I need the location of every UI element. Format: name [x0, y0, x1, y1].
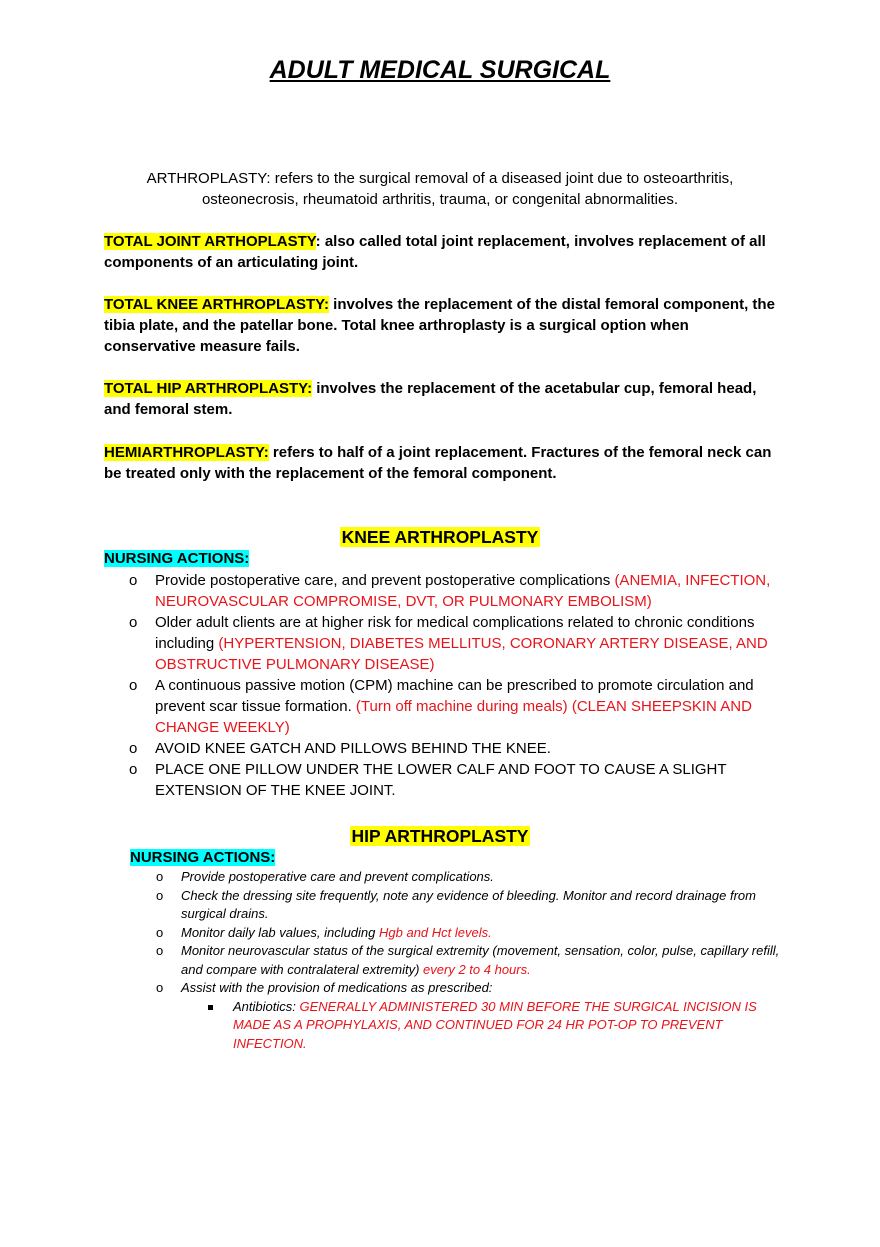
definition-term: TOTAL JOINT ARTHOPLASTY [104, 233, 316, 250]
hip-nursing-actions-label: NURSING ACTIONS: [130, 849, 276, 866]
bullet-square-icon [208, 1005, 213, 1010]
list-item: o Check the dressing site frequently, note any evidence of bleeding. Monitor and record drainage from surgical drains. [156, 887, 756, 921]
list-item: o Assist with the provision of medications as prescribed: Antibiotics: GENERALLY ADMINISTERED 30 MIN BEFORE THE SURGICAL INCISION IS MADE AS A PROPHYLAXIS, AND CONTINUED FOR 24 HR POT-OP TO PREVENT INFECTION. [154, 979, 794, 1053]
list-item: o Provide postoperative care and prevent complications. [154, 868, 794, 887]
bullet-circle-icon: o [129, 761, 138, 778]
list-item: o AVOID KNEE GATCH AND PILLOWS BEHIND THE KNEE. [129, 740, 551, 757]
definition-text: refers to half of a joint replacement. Fractures of the femoral neck can be treated only with the replacement of the femoral component. [104, 444, 772, 482]
list-item: o PLACE ONE PILLOW UNDER THE LOWER CALF AND FOOT TO CAUSE A SLIGHT EXTENSION OF THE KNEE JOINT. [129, 761, 727, 799]
definition-hemiarthroplasty [104, 442, 776, 484]
list-item: o Monitor daily lab values, including Hgb and Hct levels. [154, 924, 794, 943]
list-item: o A continuous passive motion (CPM) machine can be prescribed to promote circulation and prevent scar tissue formation. (Turn off machine during meals) (CLEAN SHEEPSKIN AND CHANGE WEEKLY) [129, 677, 754, 736]
bullet-circle-icon: o [156, 943, 164, 958]
bullet-circle-icon: o [156, 869, 164, 884]
document-title: ADULT MEDICAL SURGICAL [269, 56, 611, 84]
hip-nursing-actions-list [154, 868, 794, 1053]
definition-text: : also called total joint replacement, involves replacement of all components of an articulating joint. [104, 233, 766, 271]
knee-arthroplasty-heading: KNEE ARTHROPLASTY [341, 527, 539, 547]
medication-sublist [181, 998, 794, 1054]
definition-total-joint [104, 231, 776, 273]
definition-text: involves the replacement of the acetabular cup, femoral head, and femoral stem. [104, 380, 757, 418]
bullet-circle-icon: o [156, 980, 164, 995]
list-item: o Monitor neurovascular status of the surgical extremity (movement, sensation, color, pulse, capillary refill, and compare with contralateral extremity) every 2 to 4 hours. [156, 943, 780, 977]
knee-nursing-actions-list [104, 570, 784, 801]
definition-term: TOTAL KNEE ARTHROPLASTY: [104, 296, 329, 313]
definition-total-hip [104, 378, 776, 420]
definition-text: involves the replacement of the distal femoral component, the tibia plate, and the patellar bone. Total knee arthroplasty is a surgical option when conservative measure fails. [104, 296, 775, 355]
bullet-circle-icon: o [129, 614, 138, 631]
list-item: o Provide postoperative care, and prevent postoperative complications (ANEMIA, INFECTION, NEUROVASCULAR COMPROMISE, DVT, OR PULMONARY EMBOLISM) [129, 572, 771, 610]
bullet-circle-icon: o [129, 740, 138, 757]
bullet-circle-icon: o [129, 572, 138, 589]
bullet-circle-icon: o [156, 924, 164, 940]
bullet-circle-icon: o [129, 677, 138, 694]
hip-arthroplasty-heading: HIP ARTHROPLASTY [351, 826, 529, 846]
bullet-circle-icon: o [156, 887, 164, 903]
arthroplasty-intro: ARTHROPLASTY: refers to the surgical removal of a diseased joint due to osteoarthritis, osteonecrosis, rheumatoid arthritis, trauma, or congenital abnormalities. [146, 170, 734, 208]
list-item: o Older adult clients are at higher risk for medical complications related to chronic conditions including (HYPERTENSION, DIABETES MELLITUS, CORONARY ARTERY DISEASE, AND OBSTRUCTIVE PULMONARY DISEASE) [129, 614, 768, 673]
list-item: Antibiotics: GENERALLY ADMINISTERED 30 MIN BEFORE THE SURGICAL INCISION IS MADE AS A PROPHYLAXIS, AND CONTINUED FOR 24 HR POT-OP TO PREVENT INFECTION. [181, 998, 794, 1054]
knee-nursing-actions-label: NURSING ACTIONS: [104, 550, 250, 567]
definition-term: TOTAL HIP ARTHROPLASTY: [104, 380, 313, 397]
definition-term: HEMIARTHROPLASTY: [104, 444, 269, 461]
definition-total-knee [104, 294, 776, 357]
